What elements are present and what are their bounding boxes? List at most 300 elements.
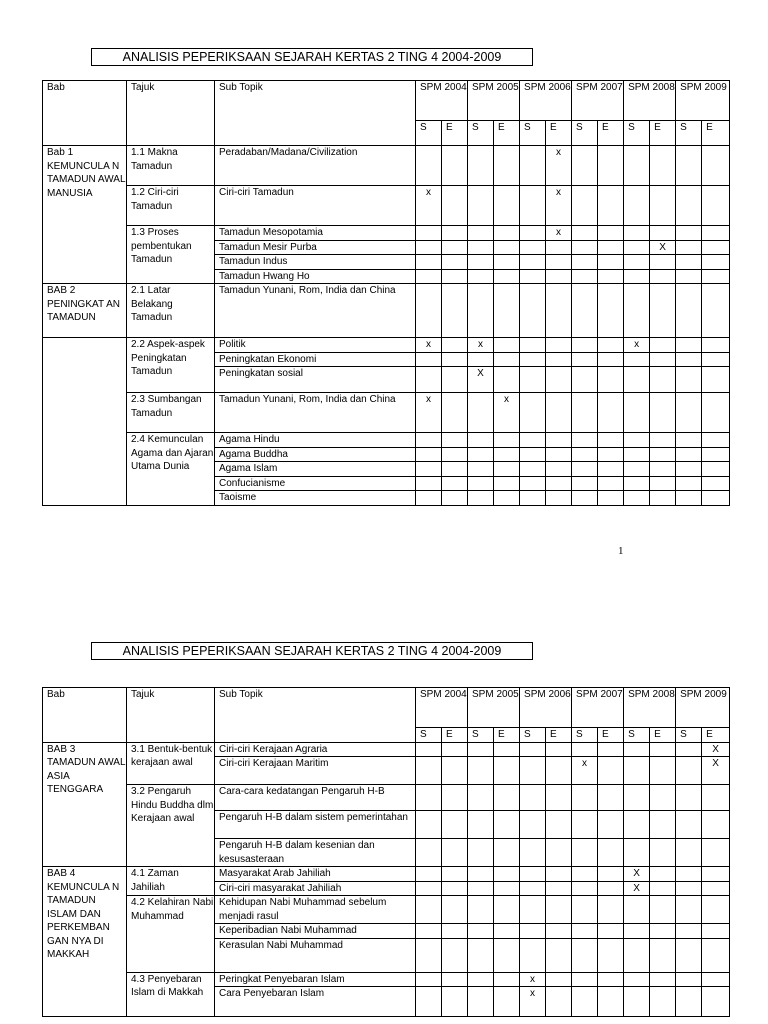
header-year: SPM 2008 [624, 688, 676, 728]
subtopik-cell: Tamadun Mesopotamia [215, 226, 416, 241]
mark-cell [442, 972, 468, 987]
mark-cell [598, 186, 624, 226]
mark-cell [702, 811, 730, 839]
header-year: SPM 2005 [468, 81, 520, 121]
mark-cell [468, 742, 494, 757]
mark-cell [546, 338, 572, 353]
mark-cell [494, 462, 520, 477]
subtopik-cell: Tamadun Yunani, Rom, India dan China [215, 393, 416, 433]
mark-cell [468, 881, 494, 896]
mark-cell [468, 972, 494, 987]
header-year: SPM 2008 [624, 81, 676, 121]
mark-cell [546, 240, 572, 255]
mark-cell [572, 881, 598, 896]
mark-cell [442, 255, 468, 270]
mark-cell [676, 867, 702, 882]
mark-cell [676, 476, 702, 491]
mark-cell [572, 476, 598, 491]
mark-cell [650, 393, 676, 433]
mark-cell [494, 447, 520, 462]
mark-cell [442, 924, 468, 939]
mark-cell: x [494, 393, 520, 433]
table-row [43, 226, 730, 241]
mark-cell [676, 462, 702, 477]
mark-cell [676, 839, 702, 867]
header-e: E [650, 728, 676, 743]
mark-cell [520, 338, 546, 353]
header-s: S [624, 121, 650, 146]
header-tajuk: Tajuk [127, 688, 215, 743]
mark-cell [572, 255, 598, 270]
mark-cell [494, 240, 520, 255]
mark-cell [624, 896, 650, 924]
mark-cell [572, 896, 598, 924]
subtopik-cell: Agama Islam [215, 462, 416, 477]
mark-cell [416, 938, 442, 972]
mark-cell [598, 742, 624, 757]
subtopik-cell: Ciri-ciri Kerajaan Maritim [215, 757, 416, 785]
mark-cell [676, 972, 702, 987]
mark-cell [416, 240, 442, 255]
mark-cell [546, 393, 572, 433]
mark-cell [546, 867, 572, 882]
mark-cell [572, 785, 598, 811]
mark-cell [442, 839, 468, 867]
mark-cell: x [546, 186, 572, 226]
mark-cell [546, 938, 572, 972]
mark-cell [624, 972, 650, 987]
mark-cell [416, 433, 442, 448]
mark-cell [442, 938, 468, 972]
mark-cell [624, 240, 650, 255]
mark-cell [520, 352, 546, 367]
mark-cell [416, 226, 442, 241]
header-e: E [442, 728, 468, 743]
mark-cell [598, 972, 624, 987]
mark-cell [702, 367, 730, 393]
header-e: E [702, 728, 730, 743]
mark-cell [442, 491, 468, 506]
mark-cell [494, 938, 520, 972]
mark-cell [520, 896, 546, 924]
mark-cell [702, 972, 730, 987]
mark-cell [494, 896, 520, 924]
table-row [43, 896, 730, 924]
mark-cell [676, 240, 702, 255]
mark-cell [598, 924, 624, 939]
mark-cell [598, 757, 624, 785]
mark-cell: x [416, 186, 442, 226]
mark-cell [598, 240, 624, 255]
mark-cell [546, 757, 572, 785]
mark-cell [598, 476, 624, 491]
mark-cell [572, 367, 598, 393]
mark-cell [676, 338, 702, 353]
mark-cell [520, 785, 546, 811]
mark-cell [702, 284, 730, 338]
mark-cell [494, 476, 520, 491]
mark-cell [572, 240, 598, 255]
mark-cell [650, 811, 676, 839]
mark-cell [676, 393, 702, 433]
mark-cell [416, 987, 442, 1017]
mark-cell [598, 393, 624, 433]
mark-cell [572, 867, 598, 882]
mark-cell [676, 742, 702, 757]
mark-cell [598, 785, 624, 811]
mark-cell [468, 811, 494, 839]
mark-cell [494, 269, 520, 284]
tajuk-cell: 1.1 Makna Tamadun [127, 146, 215, 186]
mark-cell [442, 393, 468, 433]
mark-cell [442, 811, 468, 839]
header-s: S [520, 728, 546, 743]
header-year: SPM 2006 [520, 688, 572, 728]
header-bab: Bab [43, 688, 127, 743]
mark-cell [676, 491, 702, 506]
mark-cell [572, 447, 598, 462]
mark-cell [468, 352, 494, 367]
mark-cell [702, 393, 730, 433]
header-e: E [442, 121, 468, 146]
subtopik-cell: Masyarakat Arab Jahiliah [215, 867, 416, 882]
header-s: S [676, 121, 702, 146]
mark-cell [416, 284, 442, 338]
mark-cell [416, 811, 442, 839]
mark-cell [650, 447, 676, 462]
header-year: SPM 2009 [676, 688, 730, 728]
mark-cell [624, 447, 650, 462]
mark-cell: X [702, 757, 730, 785]
mark-cell [702, 867, 730, 882]
mark-cell [702, 896, 730, 924]
subtopik-cell: Keperibadian Nabi Muhammad [215, 924, 416, 939]
mark-cell [598, 491, 624, 506]
mark-cell [650, 972, 676, 987]
mark-cell [624, 352, 650, 367]
subtopik-cell: Agama Hindu [215, 433, 416, 448]
mark-cell [416, 491, 442, 506]
mark-cell [494, 255, 520, 270]
mark-cell [650, 924, 676, 939]
mark-cell [702, 476, 730, 491]
mark-cell [494, 146, 520, 186]
mark-cell [676, 433, 702, 448]
mark-cell [676, 924, 702, 939]
mark-cell [494, 186, 520, 226]
subtopik-cell: Taoisme [215, 491, 416, 506]
mark-cell [546, 462, 572, 477]
mark-cell [520, 255, 546, 270]
mark-cell [546, 491, 572, 506]
mark-cell [494, 433, 520, 448]
mark-cell [468, 867, 494, 882]
mark-cell [624, 839, 650, 867]
mark-cell [442, 447, 468, 462]
mark-cell [546, 284, 572, 338]
mark-cell [676, 226, 702, 241]
mark-cell [650, 896, 676, 924]
subtopik-cell: Tamadun Indus [215, 255, 416, 270]
mark-cell [546, 924, 572, 939]
mark-cell [468, 839, 494, 867]
header-s: S [468, 121, 494, 146]
mark-cell [494, 491, 520, 506]
mark-cell [572, 352, 598, 367]
mark-cell [572, 338, 598, 353]
mark-cell [520, 284, 546, 338]
mark-cell [624, 269, 650, 284]
mark-cell: X [624, 881, 650, 896]
mark-cell [442, 240, 468, 255]
mark-cell [546, 742, 572, 757]
mark-cell [468, 393, 494, 433]
mark-cell [442, 284, 468, 338]
mark-cell: x [468, 338, 494, 353]
mark-cell [468, 924, 494, 939]
mark-cell [702, 785, 730, 811]
mark-cell [624, 476, 650, 491]
mark-cell [572, 226, 598, 241]
mark-cell [702, 839, 730, 867]
mark-cell [468, 269, 494, 284]
mark-cell [546, 811, 572, 839]
mark-cell [520, 881, 546, 896]
tajuk-cell: 4.2 Kelahiran Nabi Muhammad [127, 896, 215, 973]
mark-cell: x [546, 226, 572, 241]
mark-cell [442, 867, 468, 882]
table-row [43, 338, 730, 353]
subtopik-cell: Peningkatan Ekonomi [215, 352, 416, 367]
header-e: E [650, 121, 676, 146]
mark-cell [416, 447, 442, 462]
mark-cell [546, 881, 572, 896]
subtopik-cell: Kehidupan Nabi Muhammad sebelum menjadi rasul [215, 896, 416, 924]
mark-cell [598, 811, 624, 839]
page-number: 1 [618, 545, 624, 557]
mark-cell [442, 338, 468, 353]
subtopik-cell: Ciri-ciri masyarakat Jahiliah [215, 881, 416, 896]
mark-cell [468, 447, 494, 462]
mark-cell [520, 462, 546, 477]
mark-cell [546, 433, 572, 448]
header-year: SPM 2007 [572, 688, 624, 728]
mark-cell [416, 269, 442, 284]
mark-cell [520, 433, 546, 448]
header-year: SPM 2004 [416, 81, 468, 121]
table-row [43, 433, 730, 448]
mark-cell [650, 839, 676, 867]
mark-cell [676, 255, 702, 270]
mark-cell [494, 972, 520, 987]
header-e: E [598, 121, 624, 146]
mark-cell: X [650, 240, 676, 255]
mark-cell [650, 367, 676, 393]
mark-cell [624, 186, 650, 226]
mark-cell [442, 757, 468, 785]
mark-cell [546, 896, 572, 924]
header-e: E [702, 121, 730, 146]
mark-cell [546, 987, 572, 1017]
mark-cell [494, 742, 520, 757]
mark-cell [468, 146, 494, 186]
mark-cell [702, 269, 730, 284]
mark-cell [468, 757, 494, 785]
mark-cell [442, 352, 468, 367]
mark-cell [572, 491, 598, 506]
mark-cell [546, 255, 572, 270]
mark-cell [676, 785, 702, 811]
mark-cell [624, 757, 650, 785]
page-title: ANALISIS PEPERIKSAAN SEJARAH KERTAS 2 TING 4 2004-2009 [91, 48, 533, 66]
mark-cell: x [624, 338, 650, 353]
mark-cell [598, 896, 624, 924]
mark-cell [572, 186, 598, 226]
mark-cell [624, 742, 650, 757]
mark-cell [520, 811, 546, 839]
mark-cell [494, 338, 520, 353]
header-e: E [546, 728, 572, 743]
mark-cell [702, 146, 730, 186]
mark-cell [572, 987, 598, 1017]
mark-cell [520, 757, 546, 785]
mark-cell [520, 867, 546, 882]
mark-cell [598, 447, 624, 462]
mark-cell [676, 284, 702, 338]
header-s: S [520, 121, 546, 146]
mark-cell [702, 881, 730, 896]
mark-cell [520, 367, 546, 393]
mark-cell [624, 462, 650, 477]
table-row [43, 867, 730, 882]
header-e: E [494, 121, 520, 146]
mark-cell [416, 785, 442, 811]
tajuk-cell: 2.2 Aspek-aspek Peningkatan Tamadun [127, 338, 215, 393]
mark-cell [598, 269, 624, 284]
mark-cell: x [520, 987, 546, 1017]
mark-cell [468, 938, 494, 972]
mark-cell [650, 186, 676, 226]
tajuk-cell: 2.4 Kemunculan Agama dan Ajaran Utama Dunia [127, 433, 215, 506]
mark-cell [702, 338, 730, 353]
mark-cell [702, 491, 730, 506]
mark-cell [442, 785, 468, 811]
header-year: SPM 2007 [572, 81, 624, 121]
header-subtopik: Sub Topik [215, 688, 416, 743]
tajuk-cell: 4.1 Zaman Jahiliah [127, 867, 215, 896]
mark-cell [650, 742, 676, 757]
header-s: S [416, 121, 442, 146]
mark-cell [468, 785, 494, 811]
mark-cell [702, 938, 730, 972]
mark-cell [676, 269, 702, 284]
mark-cell [442, 269, 468, 284]
mark-cell [572, 146, 598, 186]
header-s: S [676, 728, 702, 743]
exam-analysis-table [42, 80, 730, 506]
mark-cell [468, 987, 494, 1017]
mark-cell [546, 839, 572, 867]
mark-cell [546, 367, 572, 393]
mark-cell: X [468, 367, 494, 393]
mark-cell [416, 867, 442, 882]
mark-cell [494, 867, 520, 882]
mark-cell [442, 146, 468, 186]
mark-cell [416, 476, 442, 491]
mark-cell [572, 433, 598, 448]
mark-cell [442, 742, 468, 757]
mark-cell [494, 367, 520, 393]
mark-cell [442, 476, 468, 491]
mark-cell [702, 924, 730, 939]
mark-cell [624, 226, 650, 241]
mark-cell [650, 284, 676, 338]
mark-cell [572, 811, 598, 839]
subtopik-cell: Peringkat Penyebaran Islam [215, 972, 416, 987]
mark-cell [624, 255, 650, 270]
mark-cell [494, 785, 520, 811]
mark-cell [650, 867, 676, 882]
mark-cell [572, 269, 598, 284]
mark-cell [468, 240, 494, 255]
subtopik-cell: Cara-cara kedatangan Pengaruh H-B [215, 785, 416, 811]
mark-cell [416, 462, 442, 477]
mark-cell [468, 433, 494, 448]
table-row [43, 742, 730, 757]
mark-cell [468, 255, 494, 270]
mark-cell [416, 146, 442, 186]
mark-cell [572, 462, 598, 477]
mark-cell [546, 972, 572, 987]
mark-cell [598, 987, 624, 1017]
mark-cell [650, 433, 676, 448]
mark-cell [494, 987, 520, 1017]
mark-cell: x [416, 338, 442, 353]
bab-cell: BAB 3 TAMADUN AWAL ASIA TENGGARA [43, 742, 127, 867]
header-s: S [572, 121, 598, 146]
mark-cell [650, 226, 676, 241]
mark-cell [520, 839, 546, 867]
mark-cell [676, 938, 702, 972]
mark-cell [546, 352, 572, 367]
mark-cell [624, 491, 650, 506]
header-s: S [624, 728, 650, 743]
mark-cell [442, 433, 468, 448]
tajuk-cell: 1.2 Ciri-ciri Tamadun [127, 186, 215, 226]
mark-cell [572, 742, 598, 757]
mark-cell [624, 987, 650, 1017]
subtopik-cell: Confucianisme [215, 476, 416, 491]
mark-cell [598, 839, 624, 867]
mark-cell [494, 839, 520, 867]
mark-cell [520, 146, 546, 186]
mark-cell [676, 447, 702, 462]
header-year: SPM 2004 [416, 688, 468, 728]
mark-cell [416, 757, 442, 785]
mark-cell [520, 447, 546, 462]
mark-cell: x [546, 146, 572, 186]
mark-cell [520, 269, 546, 284]
mark-cell [650, 352, 676, 367]
bab-cell: BAB 4 KEMUNCULA N TAMADUN ISLAM DAN PERKEMBAN GAN NYA DI MAKKAH [43, 867, 127, 1017]
mark-cell [442, 462, 468, 477]
mark-cell [598, 352, 624, 367]
mark-cell [546, 476, 572, 491]
mark-cell [520, 491, 546, 506]
mark-cell [676, 881, 702, 896]
mark-cell [598, 881, 624, 896]
mark-cell [494, 757, 520, 785]
